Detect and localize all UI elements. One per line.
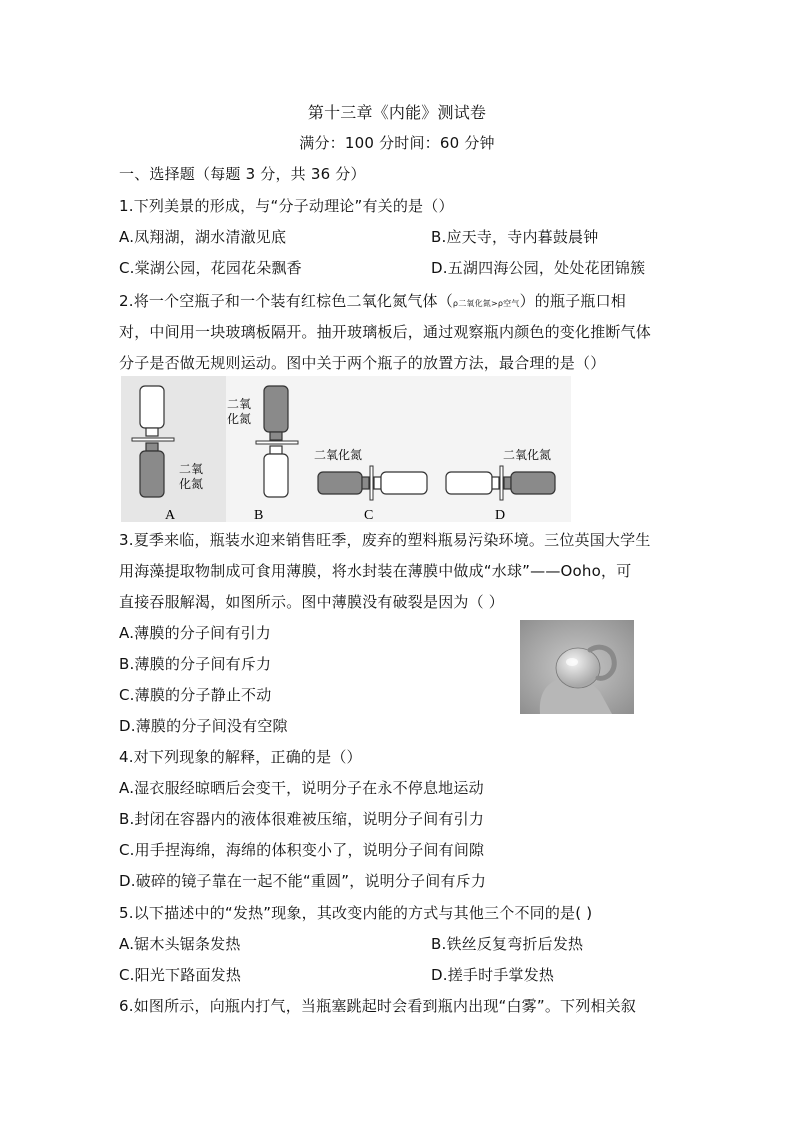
question-2-line-1 [119, 291, 626, 314]
question-3-line-3: 直接吞服解渴，如图所示。图中薄膜没有破裂是因为（ ） [119, 593, 504, 611]
option-d-no2-label: 二氧化氮 [503, 448, 552, 462]
page-title: 第十三章《内能》测试卷 [307, 103, 487, 122]
question-2-line-3: 分子是否做无规则运动。图中关于两个瓶子的放置方法，最合理的是（） [119, 354, 606, 372]
option-c-label: C [364, 508, 374, 522]
question-3-line-2: 用海藻提取物制成可食用薄膜，将水封装在薄膜中做成“水球”——Ooho，可 [119, 562, 632, 580]
question-5-option-a: A.锯木头锯条发热 [119, 935, 241, 953]
question-1-stem: 1.下列美景的形成，与“分子动理论”有关的是（） [119, 197, 454, 215]
question-2-line-1-pre: 2.将一个空瓶子和一个装有红棕色二氧化氮气体（ [119, 292, 453, 310]
question-1-option-b: B.应天寺，寺内暮鼓晨钟 [431, 228, 599, 246]
question-4-stem: 4.对下列现象的解释，正确的是（） [119, 748, 362, 766]
figure-background [121, 376, 226, 522]
option-d-label: D [495, 508, 506, 522]
option-b-no2-label-2: 化氮 [227, 412, 252, 426]
question-2-line-1-post: ）的瓶子瓶口相 [519, 292, 626, 310]
question-4-option-c: C.用手捏海绵，海绵的体积变小了，说明分子间有间隙 [119, 841, 485, 859]
question-3-option-d: D.薄膜的分子间没有空隙 [119, 717, 288, 735]
question-2-line-2: 对，中间用一块玻璃板隔开。抽开玻璃板后，通过观察瓶内颜色的变化推断气体 [119, 323, 652, 341]
question-3-line-1: 3.夏季来临，瓶装水迎来销售旺季，废弃的塑料瓶易污染环境。三位英国大学生 [119, 531, 651, 549]
question-5-option-d: D.搓手时手掌发热 [431, 966, 555, 984]
question-5-stem: 5.以下描述中的“发热”现象，其改变内能的方式与其他三个不同的是( ) [119, 904, 593, 922]
section-heading: 一、选择题（每题 3 分，共 36 分） [119, 165, 366, 183]
page-subtitle: 满分：100 分时间：60 分钟 [299, 134, 495, 152]
option-a-no2-label-2: 化氮 [179, 477, 204, 491]
option-a-label: A [165, 508, 176, 522]
question-3-option-a: A.薄膜的分子间有引力 [119, 624, 271, 642]
question-1-option-d: D.五湖四海公园，处处花团锦簇 [431, 259, 646, 277]
option-c-no2-label: 二氧化氮 [314, 448, 363, 462]
option-b-label: B [254, 508, 264, 522]
question-5-option-b: B.铁丝反复弯折后发热 [431, 935, 584, 953]
question-3-option-b: B.薄膜的分子间有斥力 [119, 655, 272, 673]
option-a-no2-label-1: 二氧 [179, 462, 204, 476]
question-4-option-a: A.湿衣服经晾晒后会变干，说明分子在永不停息地运动 [119, 779, 484, 797]
greater-than: > [491, 299, 498, 308]
question-6-line-1: 6.如图所示，向瓶内打气，当瓶塞跳起时会看到瓶内出现“白雾”。下列相关叙 [119, 997, 637, 1015]
question-3-option-c: C.薄膜的分子静止不动 [119, 686, 272, 704]
question-5-option-c: C.阳光下路面发热 [119, 966, 242, 984]
bottles-figure [121, 376, 571, 522]
rho-no2: ρ二氧化氮 [452, 299, 491, 308]
question-1-option-a: A.凤翔湖，湖水清澈见底 [119, 228, 287, 246]
option-b-no2-label-1: 二氧 [227, 397, 252, 411]
question-4-option-b: B.封闭在容器内的液体很难被压缩，说明分子间有引力 [119, 810, 485, 828]
ooho-water-ball-photo [520, 620, 634, 714]
question-1-option-c: C.棠湖公园，花园花朵飘香 [119, 259, 302, 277]
question-4-option-d: D.破碎的镜子靠在一起不能“重圆”，说明分子间有斥力 [119, 872, 487, 890]
rho-air: ρ空气 [497, 299, 520, 308]
